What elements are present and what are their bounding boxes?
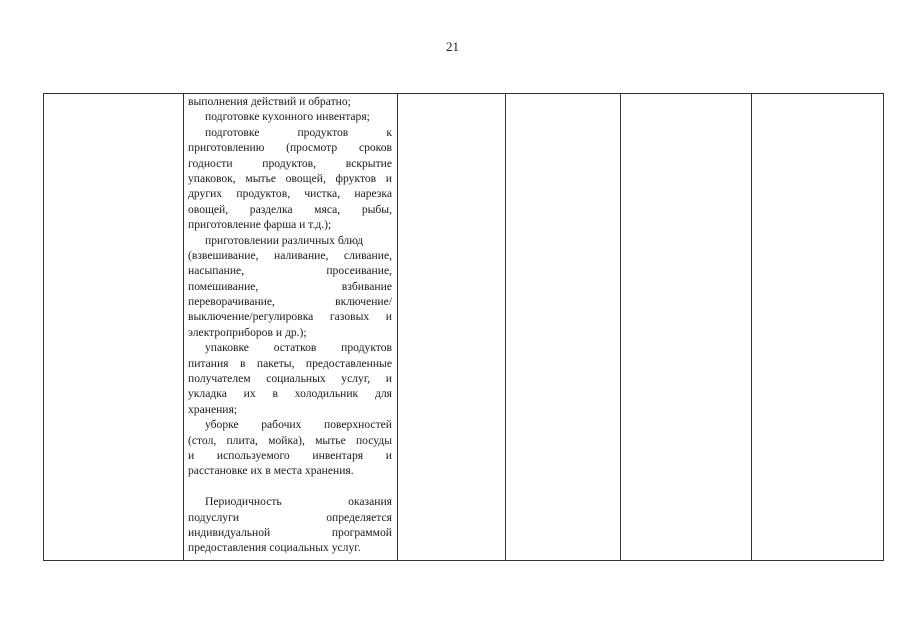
text-line: приготовлении различных блюд	[205, 233, 364, 247]
text-line: упаковок, мытье овощей, фруктов и	[188, 171, 392, 185]
table-cell-column-4	[506, 94, 621, 561]
text-line: получателем социальных услуг, и	[188, 372, 392, 386]
text-line: и используемого инвентаря и	[188, 448, 392, 462]
text-line: приготовлению (просмотр сроков	[188, 141, 392, 155]
text-line: расстановке их в места хранения.	[188, 464, 354, 478]
text-line: индивидуальной программой	[188, 525, 392, 539]
text-line: хранения;	[188, 402, 238, 416]
text-line: подуслуги определяется	[188, 510, 392, 524]
text-line: укладка их в холодильник для	[188, 387, 392, 401]
text-line: овощей, разделка мяса, рыбы,	[188, 202, 392, 216]
table-cell-column-1	[44, 94, 184, 561]
table-cell-column-6	[752, 94, 884, 561]
paragraph-gap	[188, 479, 392, 494]
text-line: электроприборов и др.);	[188, 325, 307, 339]
text-line: выполнения действий и обратно;	[188, 95, 351, 108]
table-cell-column-3	[398, 94, 506, 561]
text-line: подготовке кухонного инвентаря;	[205, 110, 370, 124]
text-line: уборке рабочих поверхностей	[205, 418, 392, 432]
text-line: насыпание, просеивание,	[188, 264, 392, 278]
text-line: предоставления социальных услуг.	[188, 541, 361, 555]
text-line: (стол, плита, мойка), мытье посуды	[188, 433, 392, 447]
text-line: выключение/регулировка газовых и	[188, 310, 392, 324]
table-row	[44, 94, 884, 561]
table-cell-column-5	[621, 94, 752, 561]
service-description	[184, 94, 397, 560]
text-line: питания в пакеты, предоставленные	[188, 356, 392, 370]
text-line: годности продуктов, вскрытие	[188, 156, 392, 170]
text-line: помешивание, взбивание	[188, 279, 392, 293]
page-number: 21	[446, 39, 459, 54]
text-line: переворачивание, включение/	[188, 295, 392, 309]
table-cell-service-description	[184, 94, 398, 561]
text-line: других продуктов, чистка, нарезка	[188, 187, 392, 201]
text-line: подготовке продуктов к	[205, 125, 392, 139]
text-line: Периодичность оказания	[205, 495, 392, 509]
text-line: приготовление фарша и т.д.);	[188, 218, 332, 232]
text-line: упаковке остатков продуктов	[205, 341, 392, 355]
text-line: (взвешивание, наливание, сливание,	[188, 248, 392, 262]
services-table	[43, 93, 884, 561]
